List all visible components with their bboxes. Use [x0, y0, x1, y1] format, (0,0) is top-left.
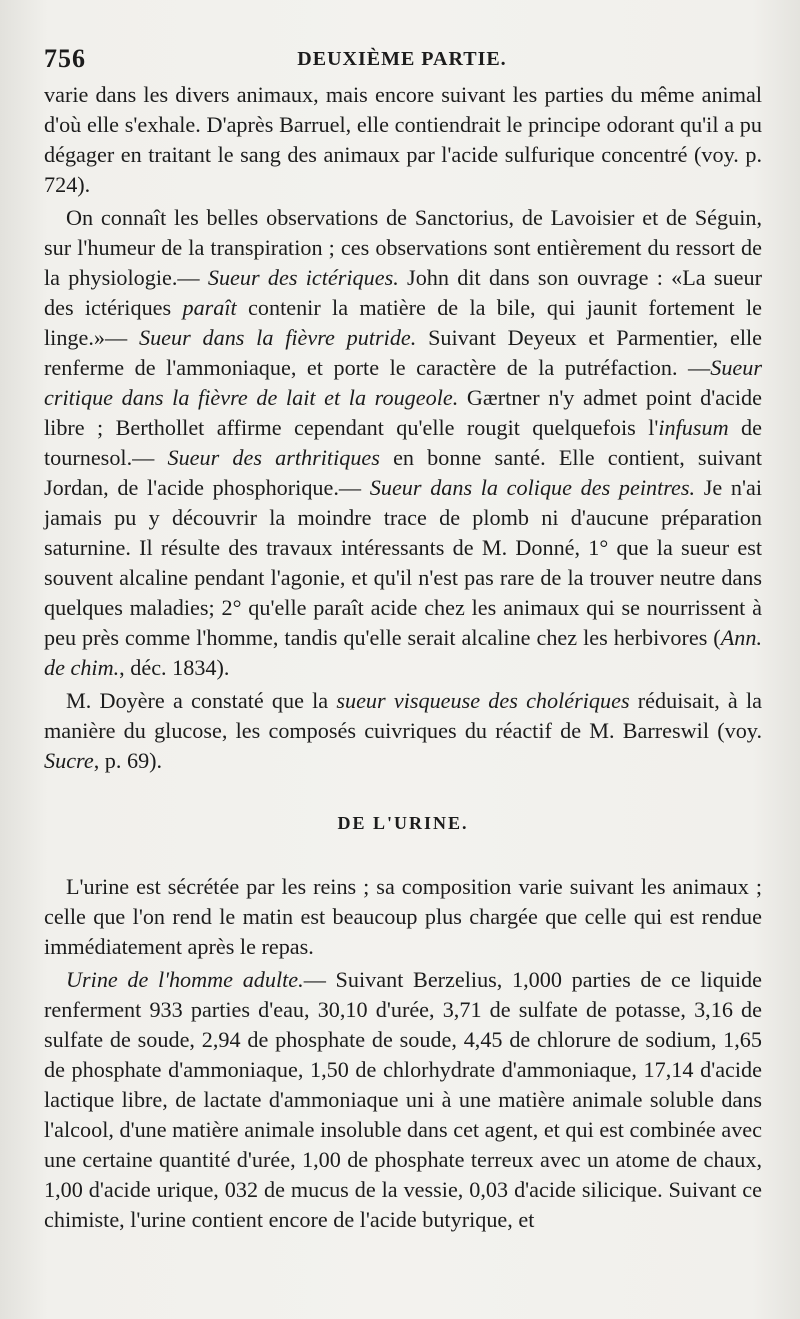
- text-run: , p. 69).: [93, 748, 163, 773]
- italic-run: Sucre: [44, 748, 94, 773]
- paragraph-sueurs: [44, 203, 762, 683]
- paragraph-continued: varie dans les divers animaux, mais encore suivant les parties du même animal d'où elle s'exhale. D'après Barruel, elle contiendrait le principe odorant qu'il a pu dégager en traitant le sang des animaux par l'acide sulfurique concentré (voy. p. 724).: [44, 82, 762, 197]
- italic-run: Sueur dans la fièvre putride.: [138, 325, 417, 350]
- page-header: [44, 44, 760, 78]
- italic-run: sueur visqueuse des cholériques: [336, 688, 630, 713]
- page-body: [44, 80, 762, 1235]
- paragraph-urine-adulte: [44, 965, 762, 1235]
- text-run: Suivant Deyeux et Parmentier, elle renferme de l'ammoniaque, et porte le caractère de la putréfaction. —: [44, 325, 762, 380]
- italic-run: Sueur des ictériques.: [207, 265, 399, 290]
- text-run: de tournesol.—: [44, 415, 762, 470]
- italic-run: paraît: [182, 295, 237, 320]
- text-run: , déc. 1834).: [119, 655, 230, 680]
- text-run: contenir la matière de la bile, qui jaunit fortement le linge.»—: [44, 295, 763, 350]
- text-run: Gærtner n'y admet point d'acide libre ; Berthollet affirme cependant qu'elle rougit quelquefois l': [44, 385, 762, 440]
- text-run: M. Doyère a constaté que la: [66, 688, 337, 713]
- italic-run: Sueur des arthritiques: [167, 445, 380, 470]
- text-run: — Suivant Berzelius, 1,000 parties de ce liquide renferment 933 parties d'eau, 30,10 d'urée, 3,71 de sulfate de potasse, 3,16 de sulfate de soude, 2,94 de phosphate de soude, 4,45 de chlorure de sodium, 1,65 de phosphate d'ammoniaque, 1,50 de chlorhydrate d'ammoniaque, 17,14 d'acide lactique libre, de lactate d'ammoniaque uni à une matière animale soluble dans l'alcool, d'une matière animale insoluble dans cet agent, et qui est combinée avec une certaine quantité d'urée, 1,00 de phosphate terreux avec un atome de chaux, 1,00 d'acide urique, 032 de mucus de la vessie, 0,03 d'acide silicique. Suivant ce chimiste, l'urine contient encore de l'acide butyrique, et: [44, 967, 762, 1232]
- italic-run: Urine de l'homme adulte.: [66, 967, 304, 992]
- paragraph-doyere: [44, 686, 762, 776]
- text-run: en bonne santé. Elle contient, suivant Jordan, de l'acide phosphorique.—: [44, 445, 763, 500]
- text-run: On connaît les belles observations de Sanctorius, de Lavoisier et de Séguin, sur l'humeur de la transpiration ; ces observations sont entièrement du ressort de la physiologie.—: [44, 205, 762, 290]
- page-number: 756: [44, 44, 86, 73]
- section-title: [44, 808, 762, 838]
- running-head: DEUXIÈME PARTIE.: [297, 48, 507, 70]
- italic-run: Ann. de chim.: [44, 625, 762, 680]
- section-title-text: DE L'URINE.: [337, 813, 469, 833]
- italic-run: Sueur dans la colique des peintres.: [369, 475, 696, 500]
- text-run: réduisait, à la manière du glucose, les composés cuivriques du réactif de M. Barreswil (voy.: [44, 688, 762, 743]
- text-run: John dit dans son ouvrage : «La sueur des ictériques: [44, 265, 762, 320]
- italic-run: Sueur critique dans la fièvre de lait et la rougeole.: [44, 355, 762, 410]
- italic-run: infusum: [658, 415, 729, 440]
- text-run: Je n'ai jamais pu y découvrir la moindre trace de plomb ni d'aucune préparation saturnine. Il résulte des travaux intéressants de M. Donné, 1° que la sueur est souvent alcaline pendant l'agonie, et qu'il n'est pas rare de la trouver neutre dans quelques maladies; 2° qu'elle paraît acide chez les animaux qui se nourrissent à peu près comme l'homme, tandis qu'elle serait alcaline chez les herbivores (: [44, 475, 762, 650]
- paragraph-urine-intro: L'urine est sécrétée par les reins ; sa composition varie suivant les animaux ; celle que l'on rend le matin est beaucoup plus chargée que celle qui est rendue immédiatement après le repas.: [44, 874, 762, 959]
